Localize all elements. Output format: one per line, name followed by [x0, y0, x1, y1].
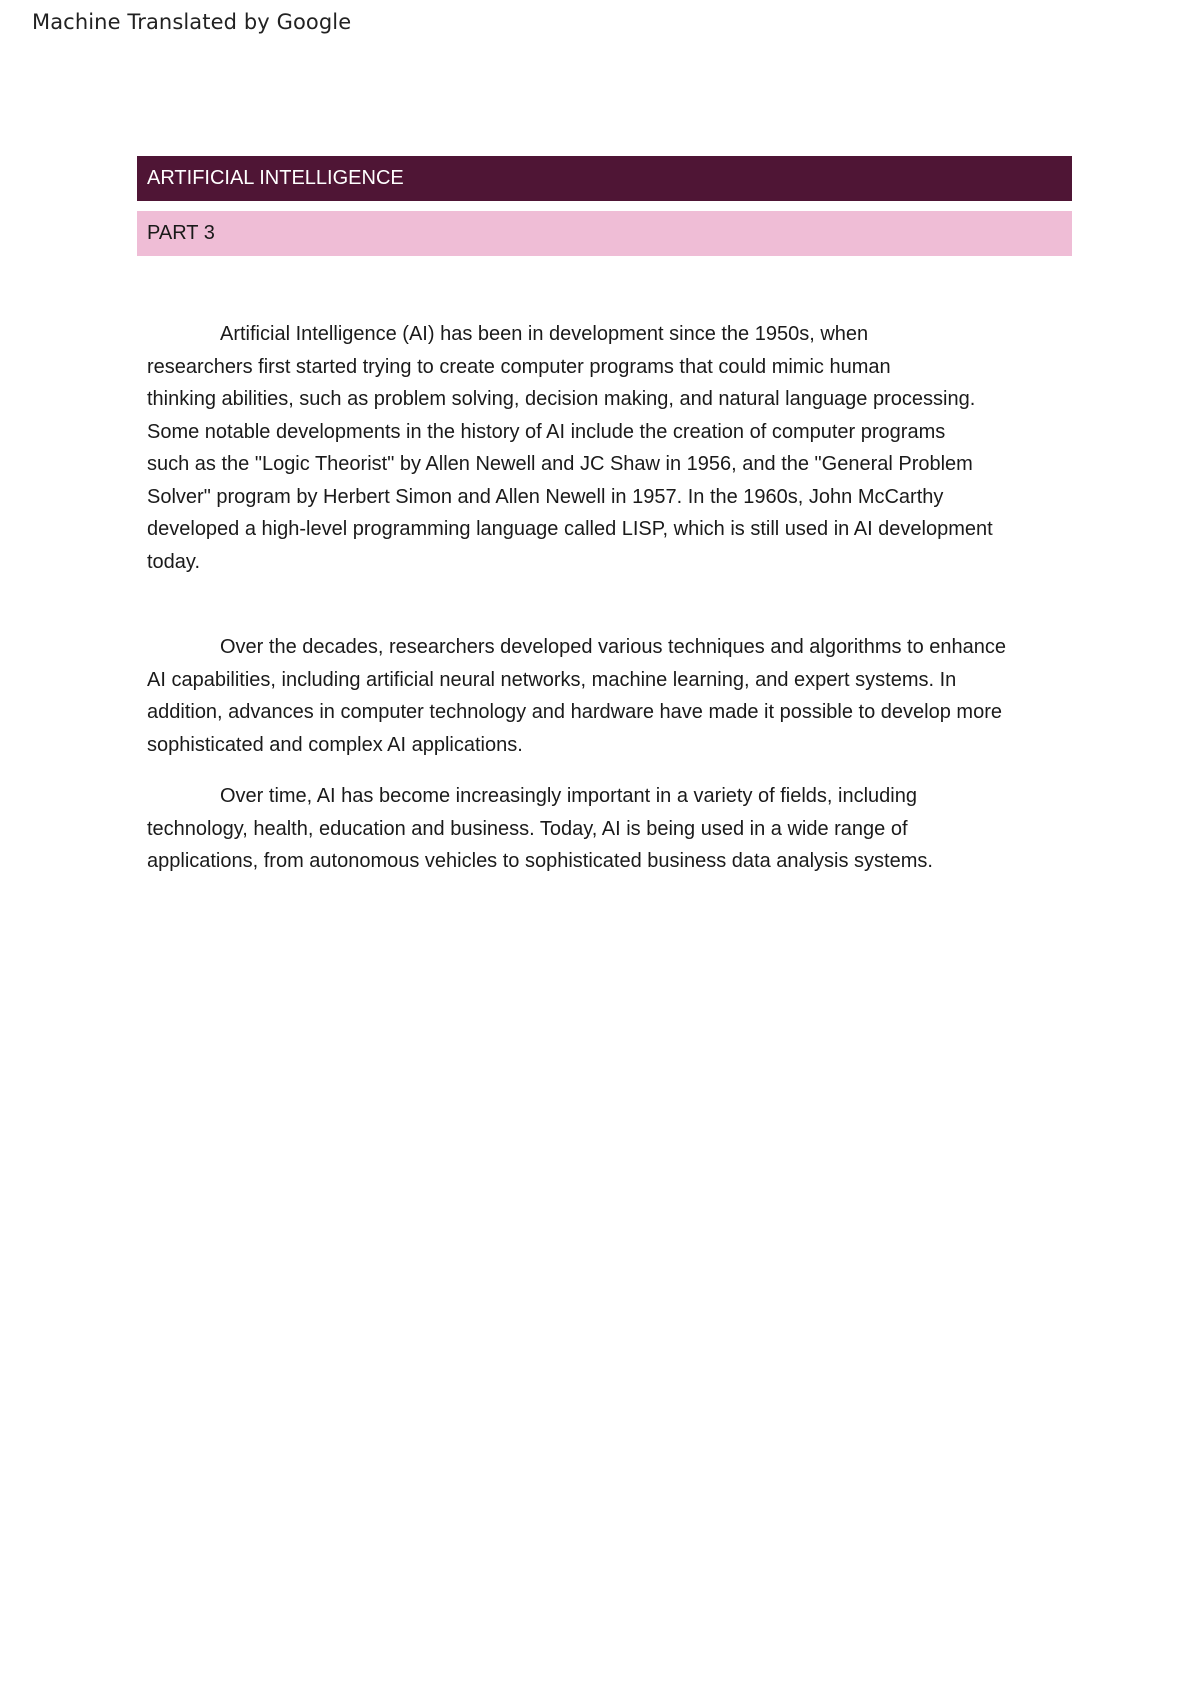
- paragraph-history: [147, 318, 1067, 578]
- part-label-bar: [137, 211, 1072, 256]
- paragraph-line: Over the decades, researchers developed various techniques and algorithms to enhance: [220, 636, 1007, 658]
- paragraph-line: developed a high-level programming language called LISP, which is still used in AI development: [147, 518, 993, 540]
- paragraph-line: researchers first started trying to create computer programs that could mimic human: [147, 355, 891, 378]
- paragraph-line: sophisticated and complex AI applications.: [147, 733, 523, 756]
- paragraph-line: AI capabilities, including artificial neural networks, machine learning, and expert systems. In: [147, 668, 957, 691]
- paragraph-line: Artificial Intelligence (AI) has been in development since the 1950s, when: [220, 323, 869, 345]
- paragraph-line: applications, from autonomous vehicles to sophisticated business data analysis systems.: [147, 850, 933, 872]
- paragraph-applications: [147, 780, 1067, 878]
- machine-translation-watermark: Machine Translated by Google: [32, 10, 352, 34]
- paragraph-techniques: [147, 631, 1067, 761]
- paragraph-line: Solver" program by Herbert Simon and Allen Newell in 1957. In the 1960s, John McCarthy: [147, 485, 944, 508]
- paragraph-line: Over time, AI has become increasingly important in a variety of fields, including: [220, 785, 917, 807]
- paragraph-line: technology, health, education and business. Today, AI is being used in a wide range of: [147, 817, 908, 840]
- paragraph-line: Some notable developments in the history of AI include the creation of computer programs: [147, 420, 946, 443]
- section-title-bar: [137, 156, 1072, 201]
- part-label: PART 3: [147, 222, 215, 244]
- paragraph-line: thinking abilities, such as problem solving, decision making, and natural language processing.: [147, 388, 976, 410]
- paragraph-line: such as the "Logic Theorist" by Allen Newell and JC Shaw in 1956, and the "General Problem: [147, 453, 973, 475]
- paragraph-line: addition, advances in computer technology and hardware have made it possible to develop more: [147, 701, 1002, 723]
- paragraph-line: today.: [147, 550, 200, 573]
- section-title: ARTIFICIAL INTELLIGENCE: [147, 167, 404, 189]
